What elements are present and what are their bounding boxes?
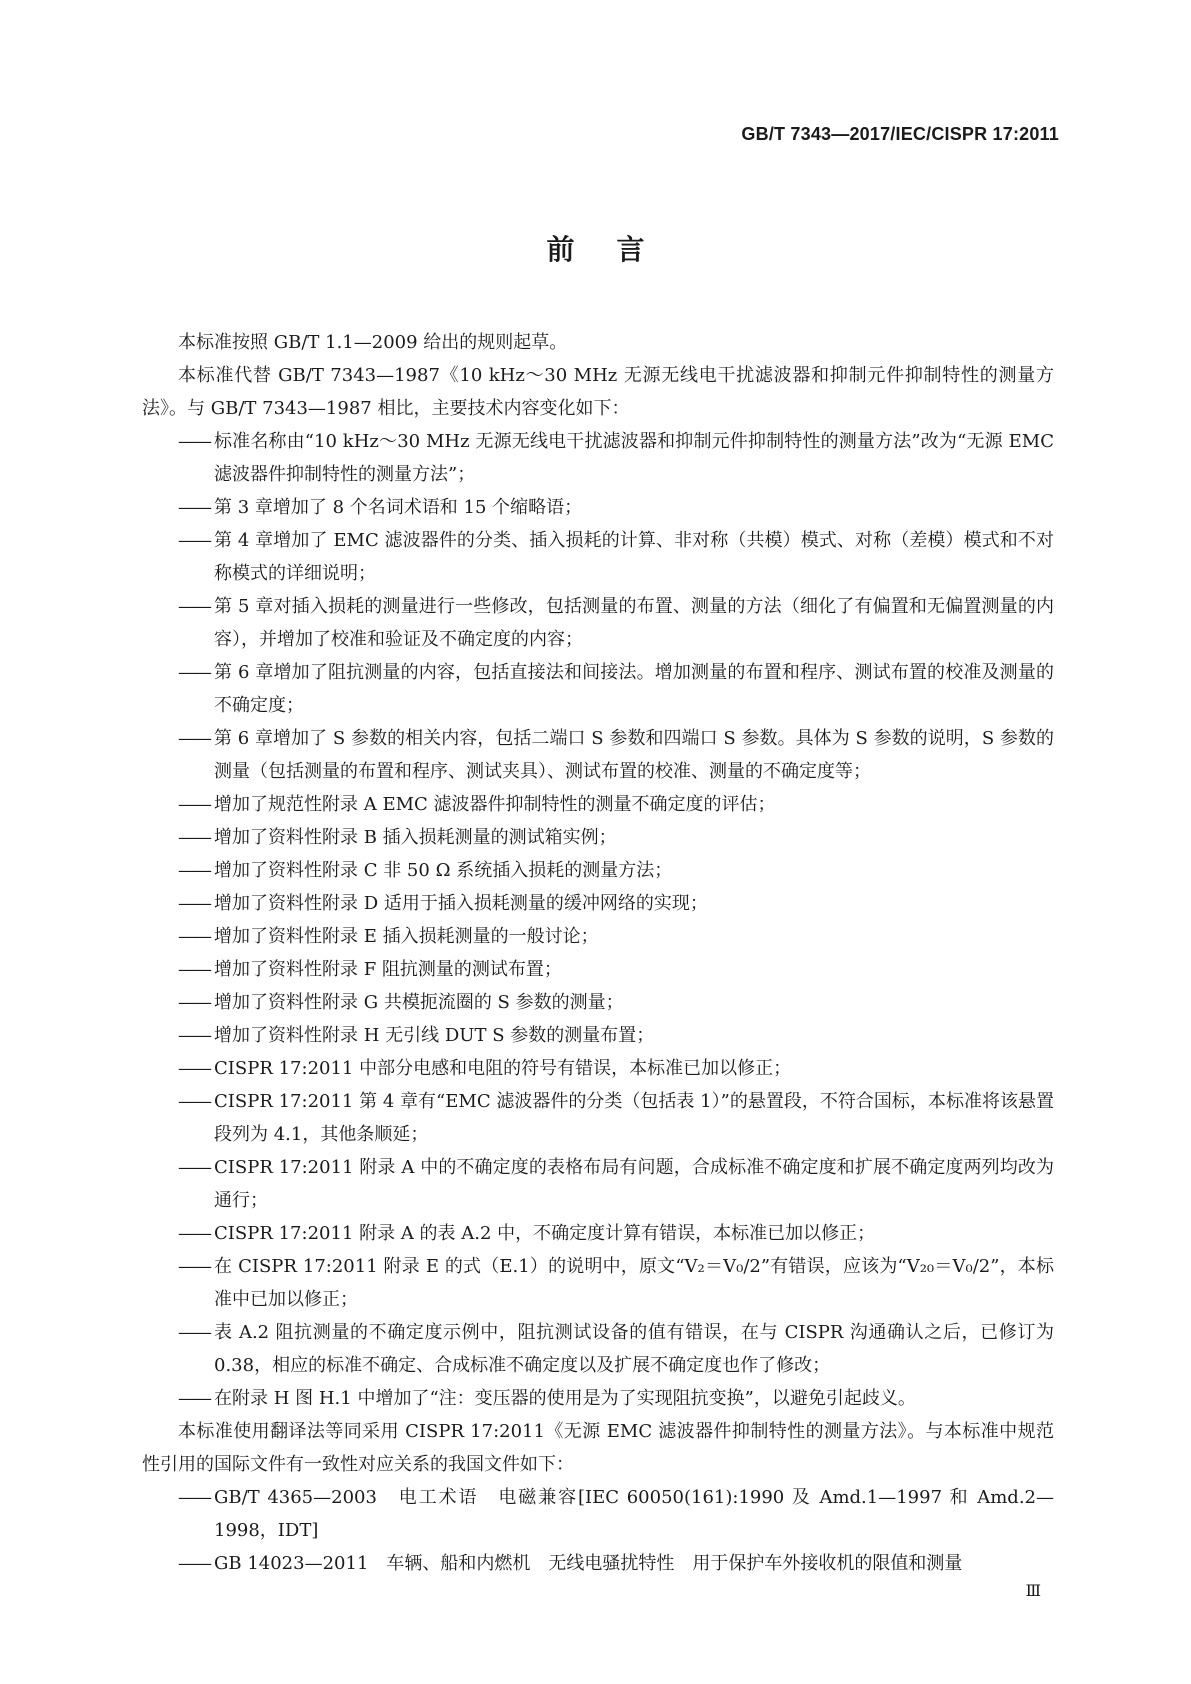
list-item: —— 增加了资料性附录 D 适用于插入损耗测量的缓冲网络的实现； bbox=[142, 887, 1054, 920]
list-item: —— 增加了规范性附录 A EMC 滤波器件抑制特性的测量不确定度的评估； bbox=[142, 788, 1054, 821]
list-item: —— CISPR 17:2011 中部分电感和电阻的符号有错误，本标准已加以修正； bbox=[142, 1052, 1054, 1085]
document-body bbox=[142, 326, 1054, 1580]
standard-number: GB/T 7343—2017/IEC/CISPR 17:2011 bbox=[741, 124, 1059, 144]
page-number: Ⅲ bbox=[1025, 1581, 1041, 1600]
list-item: —— 第 3 章增加了 8 个名词术语和 15 个缩略语； bbox=[142, 491, 1054, 524]
references-list bbox=[142, 1481, 1054, 1580]
paragraph-replacement: 本标准代替 GB/T 7343—1987《10 kHz～30 MHz 无源无线电干扰滤波器和抑制元件抑制特性的测量方法》。与 GB/T 7343—1987 相比，主要技术内容变化如下： bbox=[142, 365, 1054, 419]
list-item: —— 标准名称由“10 kHz～30 MHz 无源无线电干扰滤波器和抑制元件抑制特性的测量方法”改为“无源 EMC 滤波器件抑制特性的测量方法”； bbox=[142, 425, 1054, 491]
list-item: —— 增加了资料性附录 H 无引线 DUT S 参数的测量布置； bbox=[142, 1019, 1054, 1052]
reference-item: —— GB/T 4365—2003 电工术语 电磁兼容[IEC 60050(161):1990 及 Amd.1—1997 和 Amd.2—1998，IDT] bbox=[142, 1481, 1054, 1547]
list-item: —— 增加了资料性附录 G 共模扼流圈的 S 参数的测量； bbox=[142, 986, 1054, 1019]
paragraph-drafting-rules: 本标准按照 GB/T 1.1—2009 给出的规则起草。 bbox=[178, 332, 568, 353]
paragraph-adoption: 本标准使用翻译法等同采用 CISPR 17:2011《无源 EMC 滤波器件抑制特性的测量方法》。与本标准中规范性引用的国际文件有一致性对应关系的我国文件如下： bbox=[142, 1421, 1054, 1475]
changes-list bbox=[142, 425, 1054, 1415]
list-item: —— CISPR 17:2011 附录 A 的表 A.2 中，不确定度计算有错误，本标准已加以修正； bbox=[142, 1217, 1054, 1250]
list-item: —— 增加了资料性附录 B 插入损耗测量的测试箱实例； bbox=[142, 821, 1054, 854]
list-item: —— 第 6 章增加了阻抗测量的内容，包括直接法和间接法。增加测量的布置和程序、测试布置的校准及测量的不确定度； bbox=[142, 656, 1054, 722]
list-item: —— 表 A.2 阻抗测量的不确定度示例中，阻抗测试设备的值有错误，在与 CISPR 沟通确认之后，已修订为 0.38，相应的标准不确定、合成标准不确定度以及扩展不确定度也作了修改； bbox=[142, 1316, 1054, 1382]
page-title: 前言 bbox=[546, 233, 687, 266]
list-item: —— CISPR 17:2011 第 4 章有“EMC 滤波器件的分类（包括表 1）”的悬置段，不符合国标，本标准将该悬置段列为 4.1，其他条顺延； bbox=[142, 1085, 1054, 1151]
list-item: —— CISPR 17:2011 附录 A 中的不确定度的表格布局有问题，合成标准不确定度和扩展不确定度两列均改为通行； bbox=[142, 1151, 1054, 1217]
list-item: —— 在附录 H 图 H.1 中增加了“注：变压器的使用是为了实现阻抗变换”，以避免引起歧义。 bbox=[142, 1382, 1054, 1415]
list-item: —— 第 6 章增加了 S 参数的相关内容，包括二端口 S 参数和四端口 S 参数。具体为 S 参数的说明，S 参数的测量（包括测量的布置和程序、测试夹具）、测试布置的校准、测量的不确定度等； bbox=[142, 722, 1054, 788]
list-item: —— 第 5 章对插入损耗的测量进行一些修改，包括测量的布置、测量的方法（细化了有偏置和无偏置测量的内容），并增加了校准和验证及不确定度的内容； bbox=[142, 590, 1054, 656]
reference-item: —— GB 14023—2011 车辆、船和内燃机 无线电骚扰特性 用于保护车外接收机的限值和测量 bbox=[142, 1547, 1054, 1580]
list-item: —— 增加了资料性附录 E 插入损耗测量的一般讨论； bbox=[142, 920, 1054, 953]
list-item: —— 增加了资料性附录 C 非 50 Ω 系统插入损耗的测量方法； bbox=[142, 854, 1054, 887]
list-item: —— 第 4 章增加了 EMC 滤波器件的分类、插入损耗的计算、非对称（共模）模式、对称（差模）模式和不对称模式的详细说明； bbox=[142, 524, 1054, 590]
list-item: —— 在 CISPR 17:2011 附录 E 的式（E.1）的说明中，原文“V₂＝V₀/2”有错误，应该为“V₂₀＝V₀/2”，本标准中已加以修正； bbox=[142, 1250, 1054, 1316]
list-item: —— 增加了资料性附录 F 阻抗测量的测试布置； bbox=[142, 953, 1054, 986]
